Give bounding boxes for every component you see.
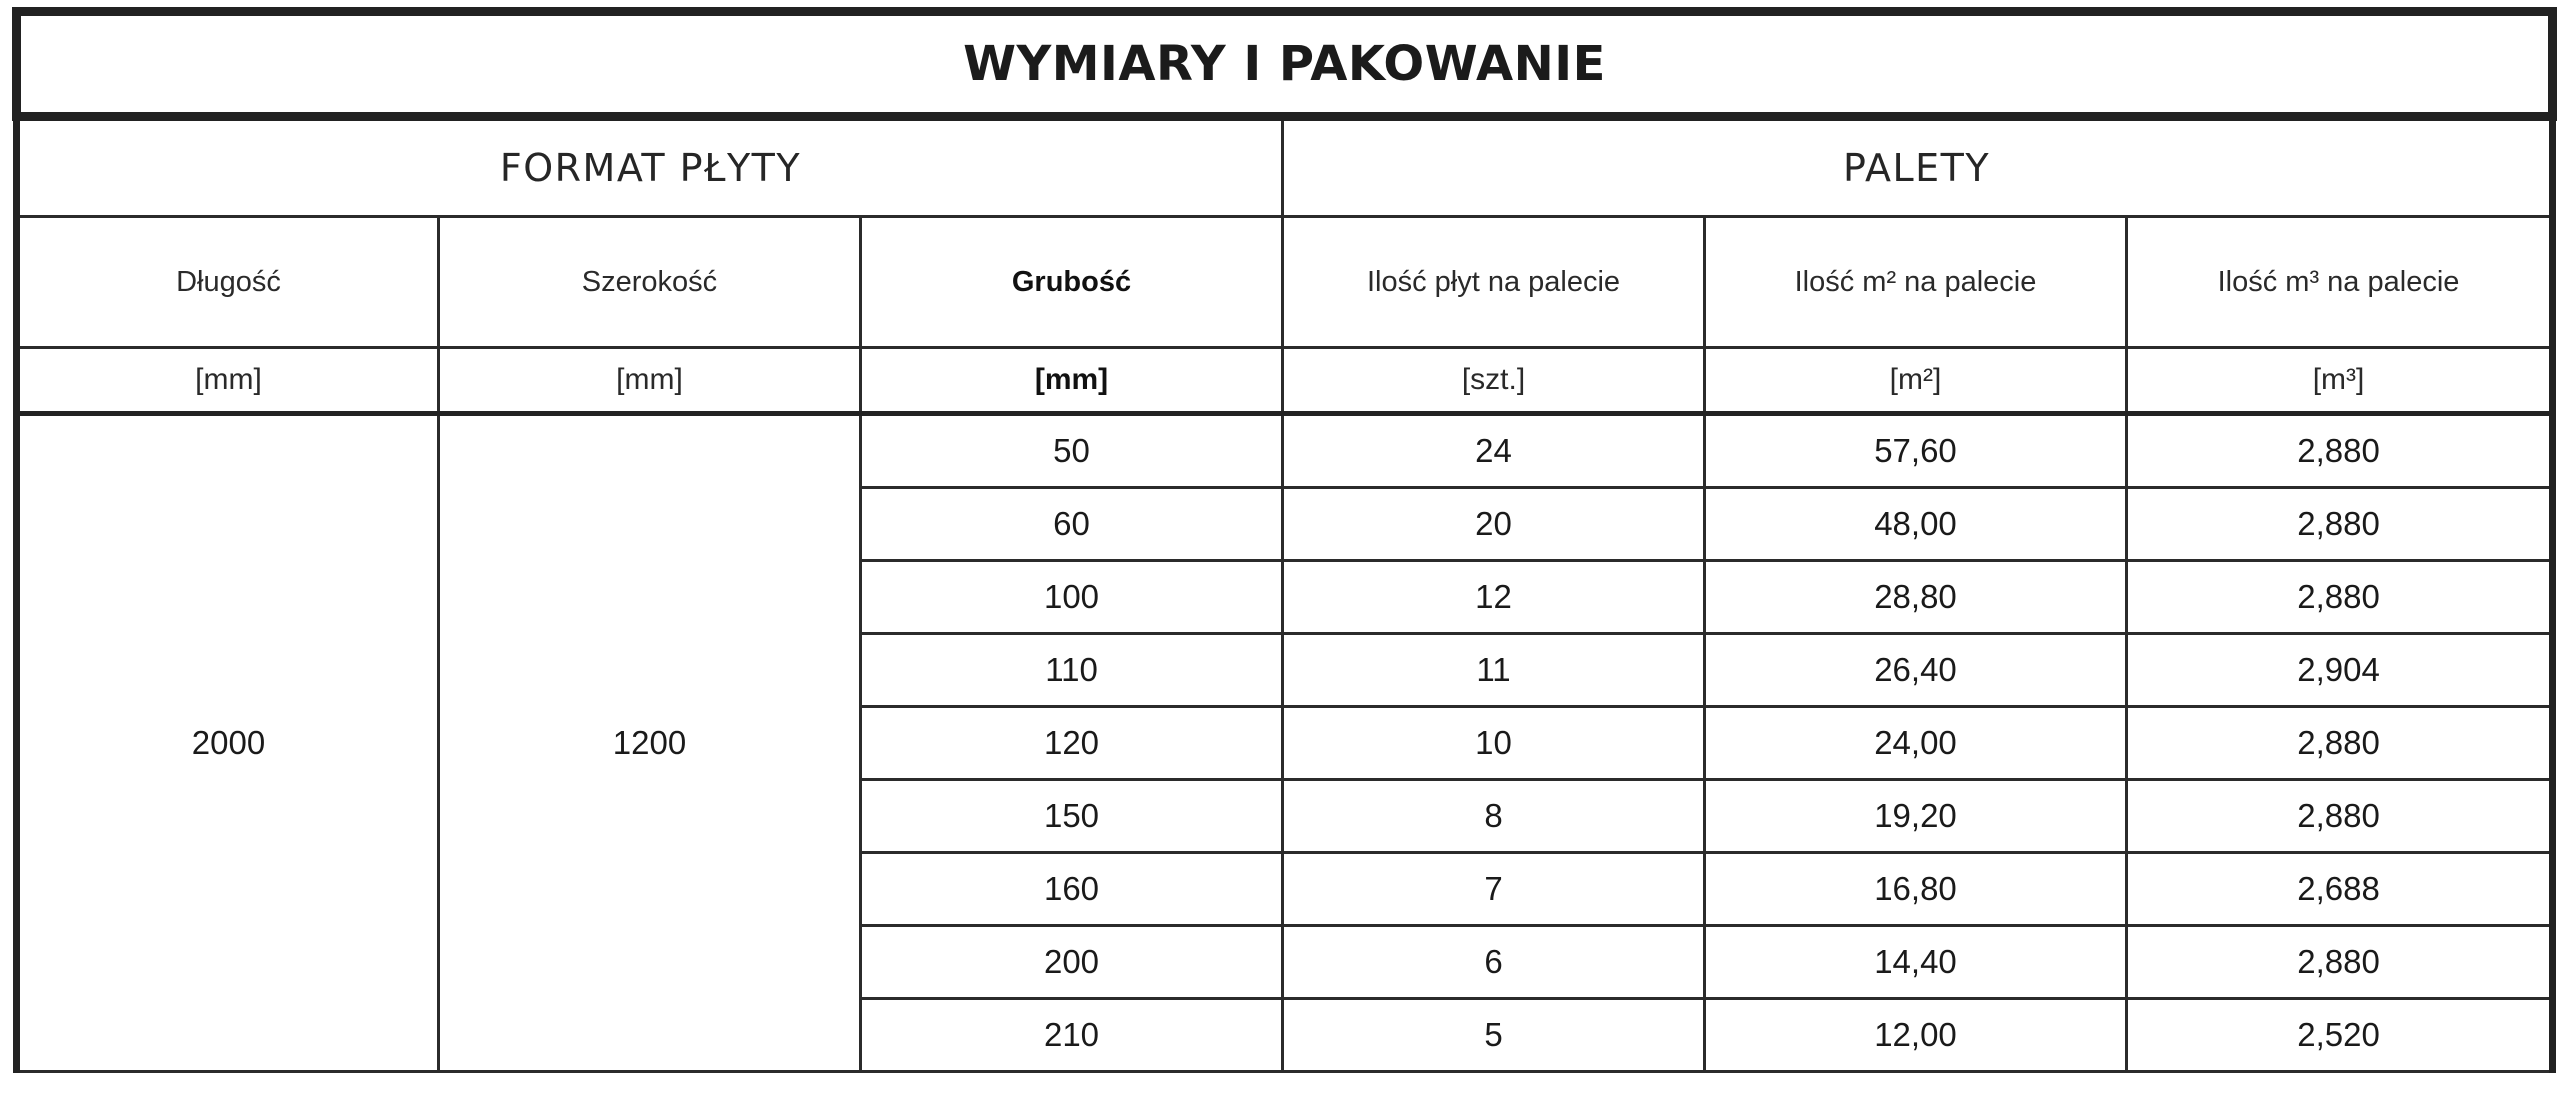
pieces-per-pallet-cell: 20 <box>1283 488 1705 561</box>
table-row <box>17 414 2553 488</box>
area-per-pallet-cell: 12,00 <box>1705 999 2127 1072</box>
area-per-pallet-cell: 26,40 <box>1705 634 2127 707</box>
column-header-volume: Ilość m³ na palecie <box>2127 217 2553 348</box>
unit-volume: [m³] <box>2127 348 2553 414</box>
volume-per-pallet-cell: 2,880 <box>2127 488 2553 561</box>
thickness-cell: 50 <box>861 414 1283 488</box>
volume-per-pallet-cell: 2,880 <box>2127 926 2553 999</box>
pieces-per-pallet-cell: 24 <box>1283 414 1705 488</box>
volume-per-pallet-cell: 2,688 <box>2127 853 2553 926</box>
area-per-pallet-cell: 28,80 <box>1705 561 2127 634</box>
unit-thickness: [mm] <box>861 348 1283 414</box>
pieces-per-pallet-cell: 11 <box>1283 634 1705 707</box>
pieces-per-pallet-cell: 5 <box>1283 999 1705 1072</box>
volume-per-pallet-cell: 2,904 <box>2127 634 2553 707</box>
thickness-cell: 160 <box>861 853 1283 926</box>
thickness-cell: 200 <box>861 926 1283 999</box>
pieces-per-pallet-cell: 7 <box>1283 853 1705 926</box>
unit-row <box>17 348 2553 414</box>
thickness-cell: 110 <box>861 634 1283 707</box>
area-per-pallet-cell: 24,00 <box>1705 707 2127 780</box>
column-header-row <box>17 217 2553 348</box>
thickness-cell: 120 <box>861 707 1283 780</box>
pieces-per-pallet-cell: 6 <box>1283 926 1705 999</box>
volume-per-pallet-cell: 2,880 <box>2127 707 2553 780</box>
pieces-per-pallet-cell: 12 <box>1283 561 1705 634</box>
pieces-per-pallet-cell: 10 <box>1283 707 1705 780</box>
unit-pieces: [szt.] <box>1283 348 1705 414</box>
volume-per-pallet-cell: 2,880 <box>2127 780 2553 853</box>
column-header-pieces: Ilość płyt na palecie <box>1283 217 1705 348</box>
thickness-cell: 210 <box>861 999 1283 1072</box>
unit-area: [m²] <box>1705 348 2127 414</box>
dimensions-table <box>12 7 2557 1073</box>
title-row <box>17 12 2553 117</box>
area-per-pallet-cell: 19,20 <box>1705 780 2127 853</box>
column-header-area: Ilość m² na palecie <box>1705 217 2127 348</box>
area-per-pallet-cell: 48,00 <box>1705 488 2127 561</box>
group-header-format: FORMAT PŁYTY <box>17 117 1283 217</box>
volume-per-pallet-cell: 2,520 <box>2127 999 2553 1072</box>
pieces-per-pallet-cell: 8 <box>1283 780 1705 853</box>
unit-width: [mm] <box>439 348 861 414</box>
area-per-pallet-cell: 57,60 <box>1705 414 2127 488</box>
group-header-row <box>17 117 2553 217</box>
dimensions-packaging-sheet <box>12 7 2548 1073</box>
format-width-value: 1200 <box>439 414 861 1072</box>
area-per-pallet-cell: 14,40 <box>1705 926 2127 999</box>
column-header-length: Długość <box>17 217 439 348</box>
thickness-cell: 60 <box>861 488 1283 561</box>
column-header-thickness: Grubość <box>861 217 1283 348</box>
volume-per-pallet-cell: 2,880 <box>2127 414 2553 488</box>
format-length-value: 2000 <box>17 414 439 1072</box>
thickness-cell: 100 <box>861 561 1283 634</box>
volume-per-pallet-cell: 2,880 <box>2127 561 2553 634</box>
thickness-cell: 150 <box>861 780 1283 853</box>
column-header-width: Szerokość <box>439 217 861 348</box>
group-header-palety: PALETY <box>1283 117 2553 217</box>
area-per-pallet-cell: 16,80 <box>1705 853 2127 926</box>
unit-length: [mm] <box>17 348 439 414</box>
table-title: WYMIARY I PAKOWANIE <box>17 12 2553 117</box>
